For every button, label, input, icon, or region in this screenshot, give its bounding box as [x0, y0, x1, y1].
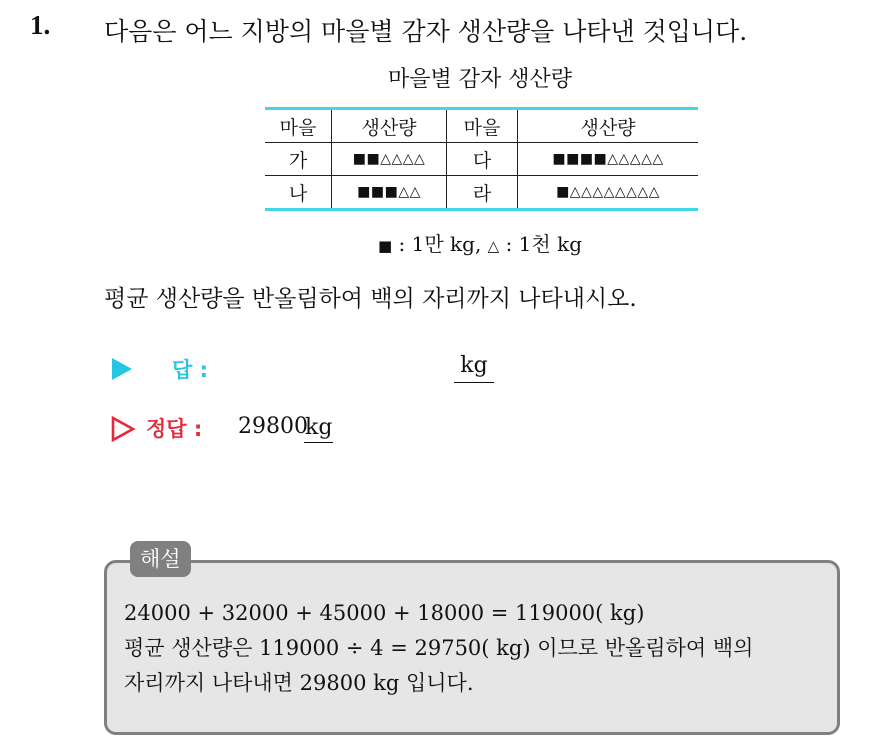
table-legend	[0, 228, 884, 257]
production-symbols: ■■■△△	[332, 176, 447, 210]
village-name: 나	[265, 176, 332, 210]
answer-label: 답 :	[172, 358, 208, 382]
header-village-1: 마을	[279, 116, 317, 139]
table-row	[265, 176, 698, 210]
table-title: 마을별 감자 생산량	[387, 67, 572, 92]
village-name: 라	[447, 176, 518, 210]
instruction-text: 평균 생산량을 반올림하여 백의 자리까지 나타내시오.	[104, 286, 637, 312]
header-amount-2: 생산량	[518, 109, 699, 143]
production-symbols: ■△△△△△△△△	[518, 176, 699, 210]
play-icon	[112, 358, 132, 380]
explanation-tab: 해설	[130, 541, 191, 577]
table-header-row	[265, 109, 698, 143]
correct-answer-unit: kg	[304, 414, 333, 443]
explanation-line: 자리까지 나타내면 29800 kg 입니다.	[124, 671, 474, 695]
explanation-line: 24000 + 32000 + 45000 + 18000 = 119000( kg)	[124, 601, 645, 625]
question-text: 다음은 어느 지방의 마을별 감자 생산량을 나타낸 것입니다.	[104, 17, 748, 46]
header-amount-1: 생산량	[332, 109, 447, 143]
square-legend-text: : 1만 kg,	[398, 232, 482, 256]
header-village-2: 마을	[447, 109, 518, 143]
production-symbols: ■■△△△△	[332, 143, 447, 176]
problem-number: 1.	[30, 10, 51, 40]
table-row	[265, 143, 698, 176]
village-name: 다	[447, 143, 518, 176]
pictograph-table	[265, 107, 698, 211]
correct-answer-row	[108, 412, 608, 448]
triangle-legend-text: : 1천 kg	[505, 232, 582, 256]
correct-answer-label: 정답 :	[146, 417, 203, 441]
explanation-text	[124, 596, 753, 701]
answer-input[interactable]: kg	[454, 352, 494, 383]
village-name: 가	[265, 143, 332, 176]
answer-row	[108, 352, 608, 386]
explanation-line: 평균 생산량은 119000 ÷ 4 = 29750( kg) 이므로 반올림하여 백의	[124, 636, 754, 660]
production-symbols: ■■■■△△△△△	[518, 143, 699, 176]
correct-answer-value: 29800	[238, 414, 308, 439]
triangle-symbol-icon: △	[487, 237, 500, 255]
square-symbol-icon: ■	[377, 237, 393, 255]
outline-play-icon	[110, 416, 136, 442]
